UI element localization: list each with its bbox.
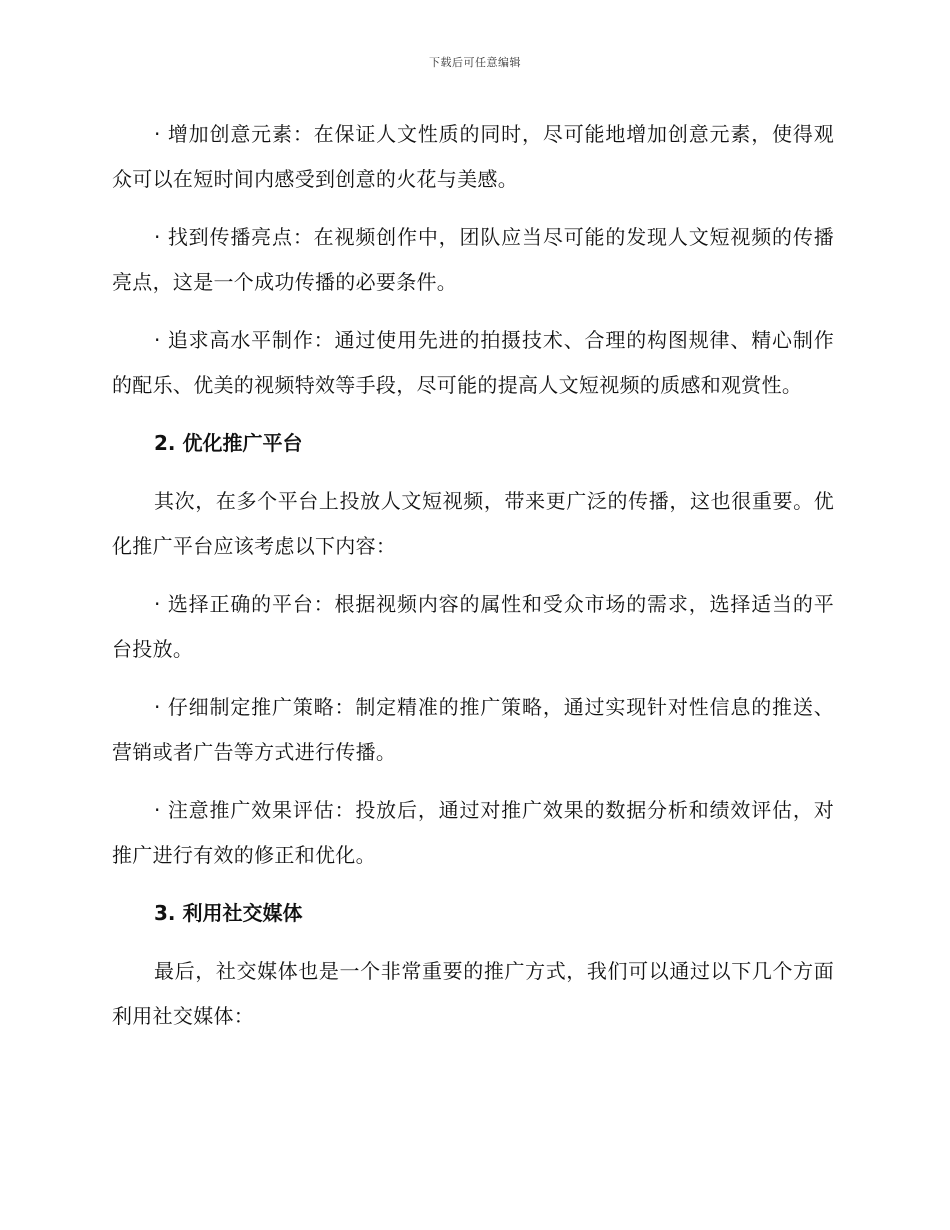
bullet-high-quality-production: · 追求高水平制作：通过使用先进的拍摄技术、合理的构图规律、精心制作的配乐、优美的视频特效等手段，尽可能的提高人文短视频的质感和观赏性。	[112, 328, 834, 397]
bullet-effect-evaluation: · 注意推广效果评估：投放后，通过对推广效果的数据分析和绩效评估，对推广进行有效的修正和优化。	[112, 798, 834, 867]
bullet-promotion-strategy: · 仔细制定推广策略：制定精准的推广策略，通过实现针对性信息的推送、营销或者广告等方式进行传播。	[112, 695, 834, 764]
bullet-choose-platform: · 选择正确的平台：根据视频内容的属性和受众市场的需求，选择适当的平台投放。	[112, 592, 834, 661]
page-header: 下载后可任意编辑	[429, 56, 521, 69]
document-body	[112, 112, 834, 1052]
bullet-creative-elements: · 增加创意元素：在保证人文性质的同时，尽可能地增加创意元素，使得观众可以在短时间内感受到创意的火花与美感。	[112, 122, 834, 191]
section-heading-optimize-platform: 2. 优化推广平台	[154, 431, 303, 455]
paragraph-platform-intro: 其次，在多个平台上投放人文短视频，带来更广泛的传播，这也很重要。优化推广平台应该考虑以下内容：	[112, 489, 834, 558]
paragraph-social-media-intro: 最后，社交媒体也是一个非常重要的推广方式，我们可以通过以下几个方面利用社交媒体：	[112, 959, 834, 1028]
section-heading-social-media: 3. 利用社交媒体	[154, 901, 303, 925]
bullet-find-highlights: · 找到传播亮点：在视频创作中，团队应当尽可能的发现人文短视频的传播亮点，这是一个成功传播的必要条件。	[112, 225, 834, 294]
